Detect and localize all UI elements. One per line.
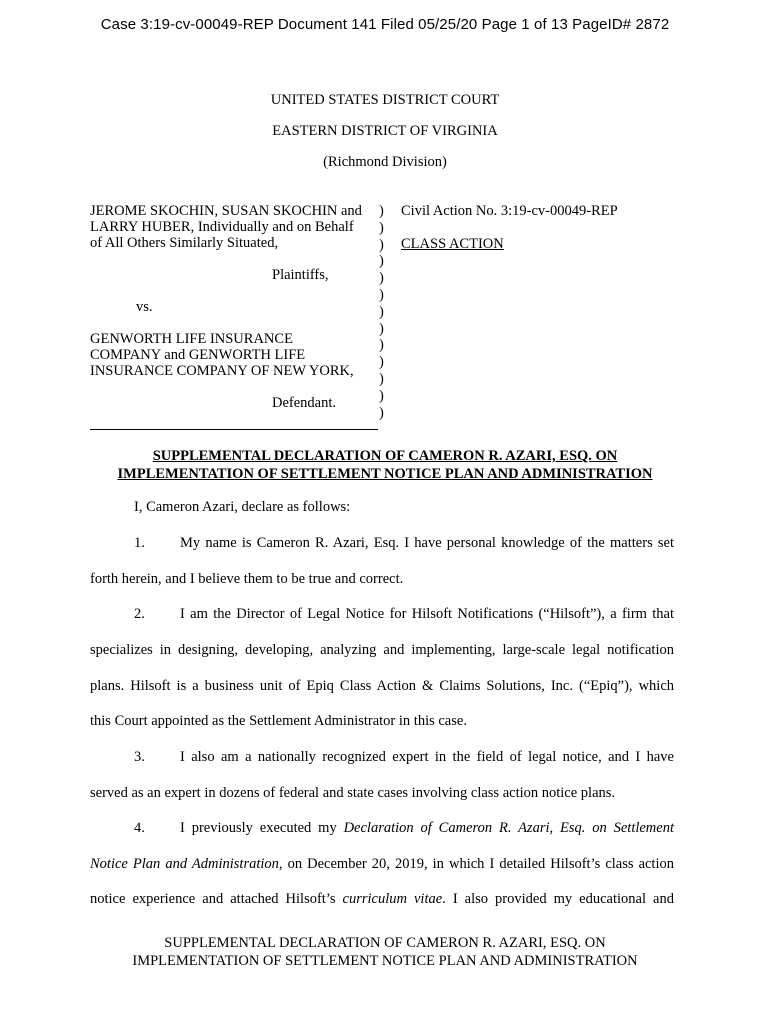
plaintiffs-line: of All Others Similarly Situated, (90, 235, 279, 251)
paragraph-text: I also am a nationally recognized expert in the field of legal notice, and I have (180, 749, 674, 765)
document-title-line: SUPPLEMENTAL DECLARATION OF CAMERON R. AZARI, ESQ. ON (152, 448, 618, 464)
defendant-label: Defendant. (272, 395, 337, 411)
declaration-intro: I, Cameron Azari, declare as follows: (134, 499, 351, 515)
paragraph-italic-title: Notice Plan and Administration (90, 856, 279, 872)
versus-label: vs. (136, 299, 153, 315)
paragraph-4-line (90, 891, 674, 908)
defendant-line: GENWORTH LIFE INSURANCE (90, 331, 293, 347)
document-title (0, 447, 770, 483)
court-division: (Richmond Division) (323, 154, 447, 170)
plaintiffs-line: JEROME SKOCHIN, SUSAN SKOCHIN and (90, 203, 362, 219)
caption-parenthesis: ) (379, 303, 384, 320)
caption-parenthesis: ) (379, 219, 384, 236)
case-caption-details (401, 203, 618, 253)
caption-parenthesis: ) (379, 387, 384, 404)
paragraph-2-line: this Court appointed as the Settlement Administrator in this case. (90, 713, 467, 729)
caption-parenthesis-column (379, 203, 384, 421)
caption-parenthesis: ) (379, 253, 384, 270)
caption-parenthesis: ) (379, 203, 384, 219)
caption-parenthesis: ) (379, 337, 384, 354)
paragraph-text: . I also provided my educational and (442, 891, 674, 907)
paragraph-text: notice experience and attached Hilsoft’s (90, 891, 343, 907)
class-action-label: CLASS ACTION (401, 236, 504, 252)
paragraph-text: , on December 20, 2019, in which I detailed Hilsoft’s class action (278, 856, 674, 872)
caption-parenthesis: ) (379, 404, 384, 421)
case-caption-parties (90, 203, 380, 411)
court-name: UNITED STATES DISTRICT COURT (270, 92, 500, 108)
paragraph-1-line: forth herein, and I believe them to be true and correct. (90, 571, 404, 587)
ecf-filing-header: Case 3:19-cv-00049-REP Document 141 Filed 05/25/20 Page 1 of 13 PageID# 2872 (100, 16, 670, 33)
paragraph-2-line: plans. Hilsoft is a business unit of Epiq Class Action & Claims Solutions, Inc. (“Epiq”), which (90, 678, 674, 694)
plaintiffs-line: LARRY HUBER, Individually and on Behalf (90, 219, 354, 235)
court-district: EASTERN DISTRICT OF VIRGINIA (272, 123, 498, 139)
paragraph-text: My name is Cameron R. Azari, Esq. I have personal knowledge of the matters set (180, 535, 674, 551)
page-footer (0, 934, 770, 970)
paragraph-4-line (90, 856, 674, 873)
paragraph-italic-term: curriculum vitae (342, 891, 443, 907)
caption-parenthesis: ) (379, 286, 384, 303)
footer-line: SUPPLEMENTAL DECLARATION OF CAMERON R. AZARI, ESQ. ON (164, 935, 606, 951)
paragraph-text: I am the Director of Legal Notice for Hilsoft Notifications (“Hilsoft”), a firm that (180, 606, 674, 622)
caption-parenthesis: ) (379, 236, 384, 253)
paragraph-1-line (90, 535, 674, 552)
paragraph-2-line (90, 606, 674, 623)
paragraph-4-line (90, 820, 674, 837)
paragraph-number: 3. (134, 749, 145, 765)
plaintiffs-label: Plaintiffs, (272, 267, 329, 283)
caption-parenthesis: ) (379, 370, 384, 387)
paragraph-2-line: specializes in designing, developing, analyzing and implementing, large-scale legal notification (90, 642, 674, 658)
caption-parenthesis: ) (379, 354, 384, 371)
caption-parenthesis: ) (379, 270, 384, 287)
paragraph-number: 1. (134, 535, 145, 551)
paragraph-number: 4. (134, 820, 145, 836)
paragraph-3-line (90, 749, 674, 766)
document-title-line: IMPLEMENTATION OF SETTLEMENT NOTICE PLAN AND ADMINISTRATION (117, 466, 653, 482)
paragraph-text: I previously executed my (180, 820, 344, 836)
civil-action-number: Civil Action No. 3:19-cv-00049-REP (401, 203, 618, 219)
paragraph-3-line: served as an expert in dozens of federal and state cases involving class action notice plans. (90, 785, 616, 801)
caption-divider (90, 429, 378, 430)
footer-line: IMPLEMENTATION OF SETTLEMENT NOTICE PLAN AND ADMINISTRATION (132, 953, 638, 969)
caption-parenthesis: ) (379, 320, 384, 337)
paragraph-italic-title: Declaration of Cameron R. Azari, Esq. on Settlement (343, 820, 674, 836)
defendant-line: COMPANY and GENWORTH LIFE (90, 347, 306, 363)
defendant-line: INSURANCE COMPANY OF NEW YORK, (90, 363, 354, 379)
paragraph-number: 2. (134, 606, 145, 622)
